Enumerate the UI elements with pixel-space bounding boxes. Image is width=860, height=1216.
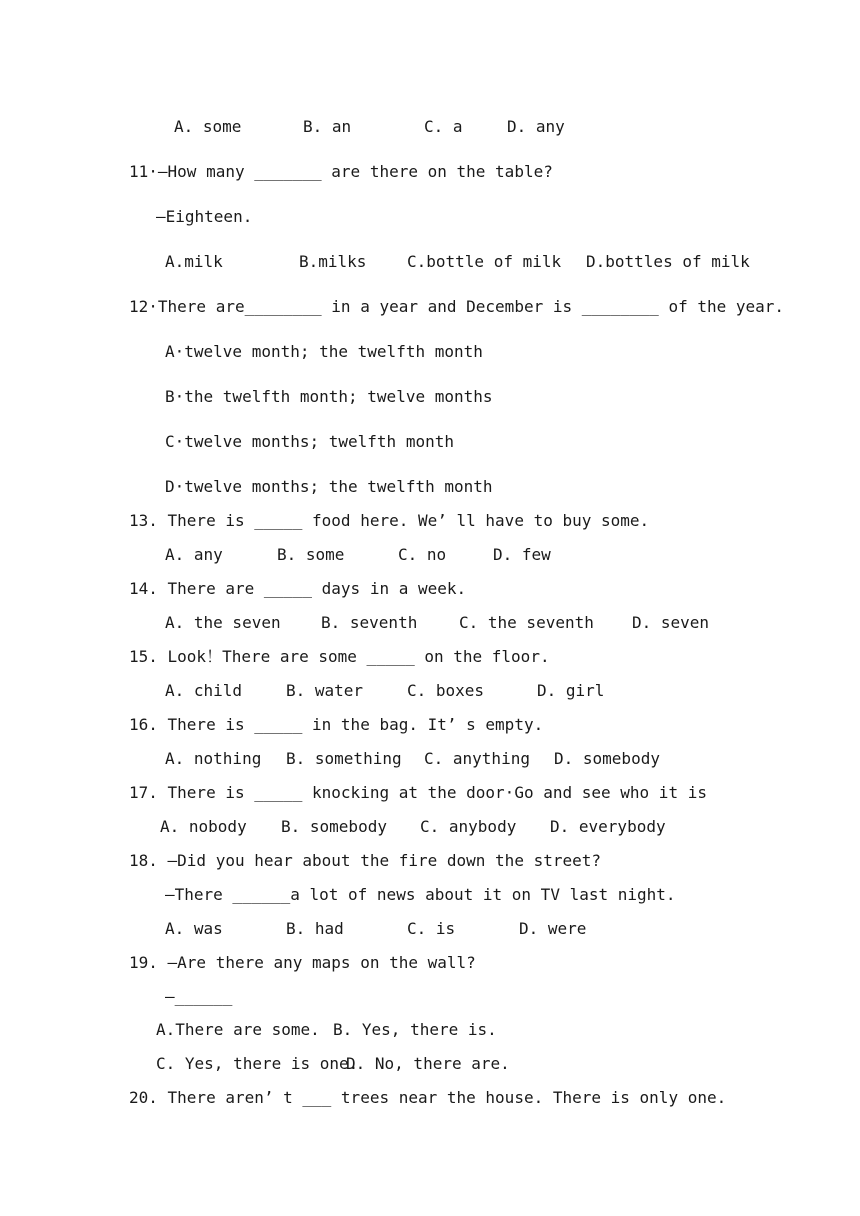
q19-option-d: D. No, there are.: [346, 1054, 510, 1073]
q13-option-a: A. any: [165, 545, 223, 564]
q15-stem: 15. Look！There are some _____ on the floor.: [129, 647, 550, 666]
q16-option-a: A. nothing: [165, 749, 262, 768]
q14-stem: 14. There are _____ days in a week.: [129, 579, 467, 598]
q17-option-c: C. anybody: [420, 817, 517, 836]
q15-option-c: C. boxes: [407, 681, 485, 700]
q17-option-b: B. somebody: [281, 817, 387, 836]
q16-option-b: B. something: [286, 749, 402, 768]
q12-option-b: B·the twelfth month; twelve months: [165, 387, 493, 406]
q16-option-c: C. anything: [424, 749, 530, 768]
q10-option-c: C. a: [424, 117, 463, 136]
q18-answer-line: —There ______a lot of news about it on TV last night.: [165, 885, 676, 904]
q14-option-c: C. the seventh: [459, 613, 594, 632]
q11-option-b: B.milks: [299, 252, 367, 271]
q14-option-d: D. seven: [632, 613, 710, 632]
q11-stem: 11·—How many _______ are there on the table?: [129, 162, 553, 181]
q18-option-c: C. is: [407, 919, 456, 938]
q11-option-d: D.bottles of milk: [586, 252, 750, 271]
q11-option-c: C.bottle of milk: [407, 252, 562, 271]
q12-stem: 12·There are________ in a year and December is ________ of the year.: [129, 297, 785, 316]
q12-option-a: A·twelve month; the twelfth month: [165, 342, 483, 361]
q16-option-d: D. somebody: [554, 749, 660, 768]
q13-option-d: D. few: [493, 545, 551, 564]
q15-option-b: B. water: [286, 681, 364, 700]
q14-option-b: B. seventh: [321, 613, 418, 632]
q15-option-d: D. girl: [537, 681, 605, 700]
q19-option-c: C. Yes, there is one.: [156, 1054, 359, 1073]
q10-option-b: B. an: [303, 117, 352, 136]
q18-option-b: B. had: [286, 919, 344, 938]
q13-option-c: C. no: [398, 545, 447, 564]
q10-option-d: D. any: [507, 117, 565, 136]
q14-option-a: A. the seven: [165, 613, 281, 632]
q17-option-a: A. nobody: [160, 817, 247, 836]
q18-stem: 18. —Did you hear about the fire down the street?: [129, 851, 602, 870]
q17-option-d: D. everybody: [550, 817, 666, 836]
q15-option-a: A. child: [165, 681, 243, 700]
q18-option-d: D. were: [519, 919, 587, 938]
q19-option-b: B. Yes, there is.: [333, 1020, 497, 1039]
q12-option-c: C·twelve months; twelfth month: [165, 432, 454, 451]
q20-stem: 20. There aren’ t ___ trees near the house. There is only one.: [129, 1088, 727, 1107]
q19-option-a: A.There are some.: [156, 1020, 320, 1039]
q16-stem: 16. There is _____ in the bag. It’ s empty.: [129, 715, 544, 734]
q12-option-d: D·twelve months; the twelfth month: [165, 477, 493, 496]
q19-answer-line: —______: [165, 987, 233, 1006]
q11-option-a: A.milk: [165, 252, 223, 271]
q10-option-a: A. some: [174, 117, 242, 136]
q17-stem: 17. There is _____ knocking at the door·Go and see who it is: [129, 783, 707, 802]
q13-option-b: B. some: [277, 545, 345, 564]
q11-answer-line: —Eighteen.: [156, 207, 253, 226]
q19-stem: 19. —Are there any maps on the wall?: [129, 953, 476, 972]
q13-stem: 13. There is _____ food here. We’ ll have to buy some.: [129, 511, 650, 530]
q18-option-a: A. was: [165, 919, 223, 938]
